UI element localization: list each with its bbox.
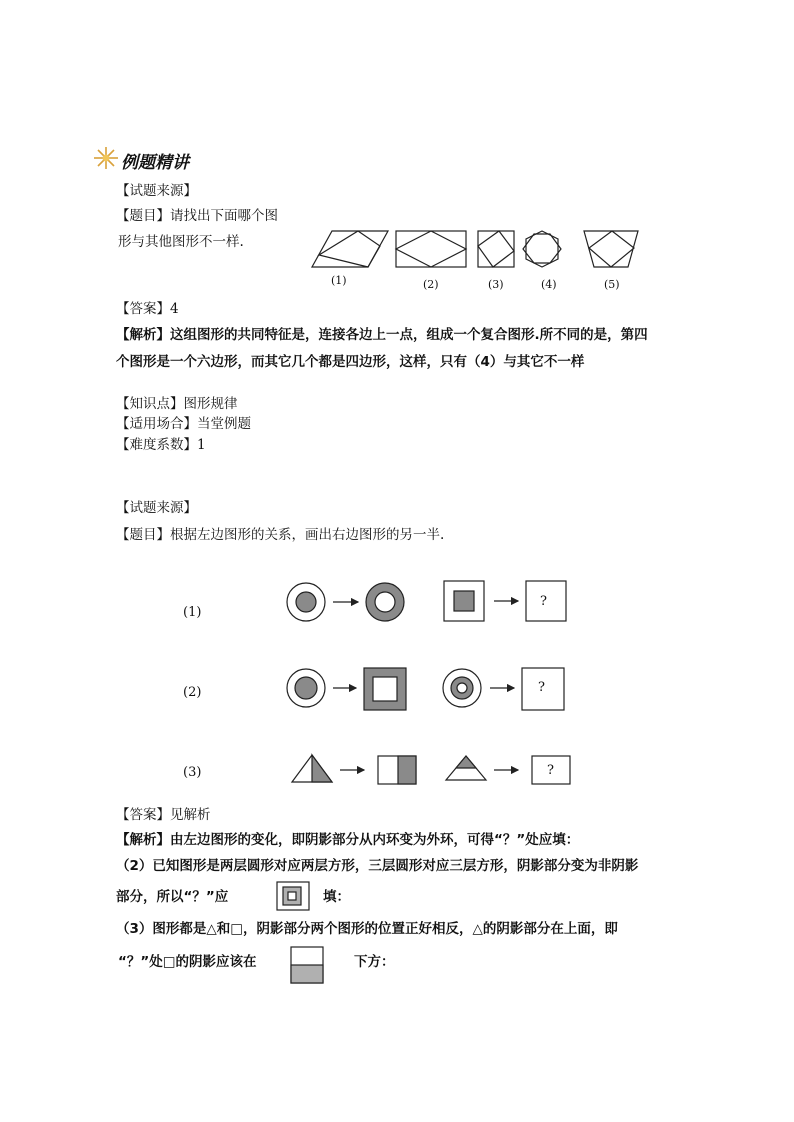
q2-question-mark-2: ? xyxy=(538,680,545,695)
q2-row1 xyxy=(287,581,566,621)
q1-answer: 【答案】4 xyxy=(116,301,179,317)
q2-figures xyxy=(280,575,580,795)
q1-figure-1 xyxy=(312,231,388,267)
q2-row-label-1: (1) xyxy=(183,605,202,620)
star-icon xyxy=(92,146,120,170)
answer-square-figure xyxy=(276,881,310,911)
q1-label-3: (3) xyxy=(488,278,504,291)
q2-row2 xyxy=(287,668,564,710)
q1-knowledge: 【知识点】图形规律 xyxy=(116,396,238,412)
q2-analysis-line5a: “？”处□的阴影应该在 xyxy=(118,954,257,970)
section-title: 例题精讲 xyxy=(121,153,189,173)
answer-rect-figure xyxy=(290,946,324,984)
q1-label-4: (4) xyxy=(541,278,557,291)
q2-prompt: 【题目】根据左边图形的关系，画出右边图形的另一半. xyxy=(116,527,445,543)
q1-figures xyxy=(310,226,650,301)
q1-analysis-line1: 【解析】这组图形的共同特征是，连接各边上一点，组成一个复合图形.所不同的是，第四 xyxy=(116,327,648,343)
q1-difficulty: 【难度系数】1 xyxy=(116,437,206,453)
q2-row3 xyxy=(292,755,570,784)
q1-figure-3 xyxy=(478,231,514,267)
q1-source: 【试题来源】 xyxy=(116,183,197,199)
q1-label-1: (1) xyxy=(331,274,347,287)
q1-label-5: (5) xyxy=(604,278,620,291)
q2-analysis-line2: （2）已知图形是两层圆形对应两层方形，三层圆形对应三层方形，阴影部分变为非阴影 xyxy=(116,858,639,874)
q1-occasion: 【适用场合】当堂例题 xyxy=(116,416,251,432)
q1-figure-5 xyxy=(584,231,638,267)
q1-analysis-line2: 个图形是一个六边形，而其它几个都是四边形，这样，只有（4）与其它不一样 xyxy=(116,354,585,370)
q1-figure-2 xyxy=(396,231,466,267)
q2-question-mark-3: ? xyxy=(547,763,554,778)
q1-prompt-line2: 形与其他图形不一样. xyxy=(118,234,244,250)
q2-row-label-2: (2) xyxy=(183,685,202,700)
q2-answer: 【答案】见解析 xyxy=(116,807,211,823)
q1-figure-4 xyxy=(523,231,561,267)
q2-analysis-line4: （3）图形都是△和□，阴影部分两个图形的位置正好相反，△的阴影部分在上面，即 xyxy=(116,921,618,937)
q2-analysis-line5b: 下方： xyxy=(354,954,395,970)
q2-analysis-line1: 【解析】由左边图形的变化，即阴影部分从内环变为外环，可得“？”处应填： xyxy=(116,832,580,848)
q2-analysis-line3a: 部分，所以“？”应 xyxy=(116,889,229,905)
q2-analysis-line3b: 填： xyxy=(323,889,350,905)
q1-prompt-line1: 【题目】请找出下面哪个图 xyxy=(116,208,278,224)
q2-source: 【试题来源】 xyxy=(116,500,197,516)
q2-question-mark-1: ? xyxy=(540,594,547,609)
q2-row-label-3: (3) xyxy=(183,765,202,780)
q1-label-2: (2) xyxy=(423,278,439,291)
